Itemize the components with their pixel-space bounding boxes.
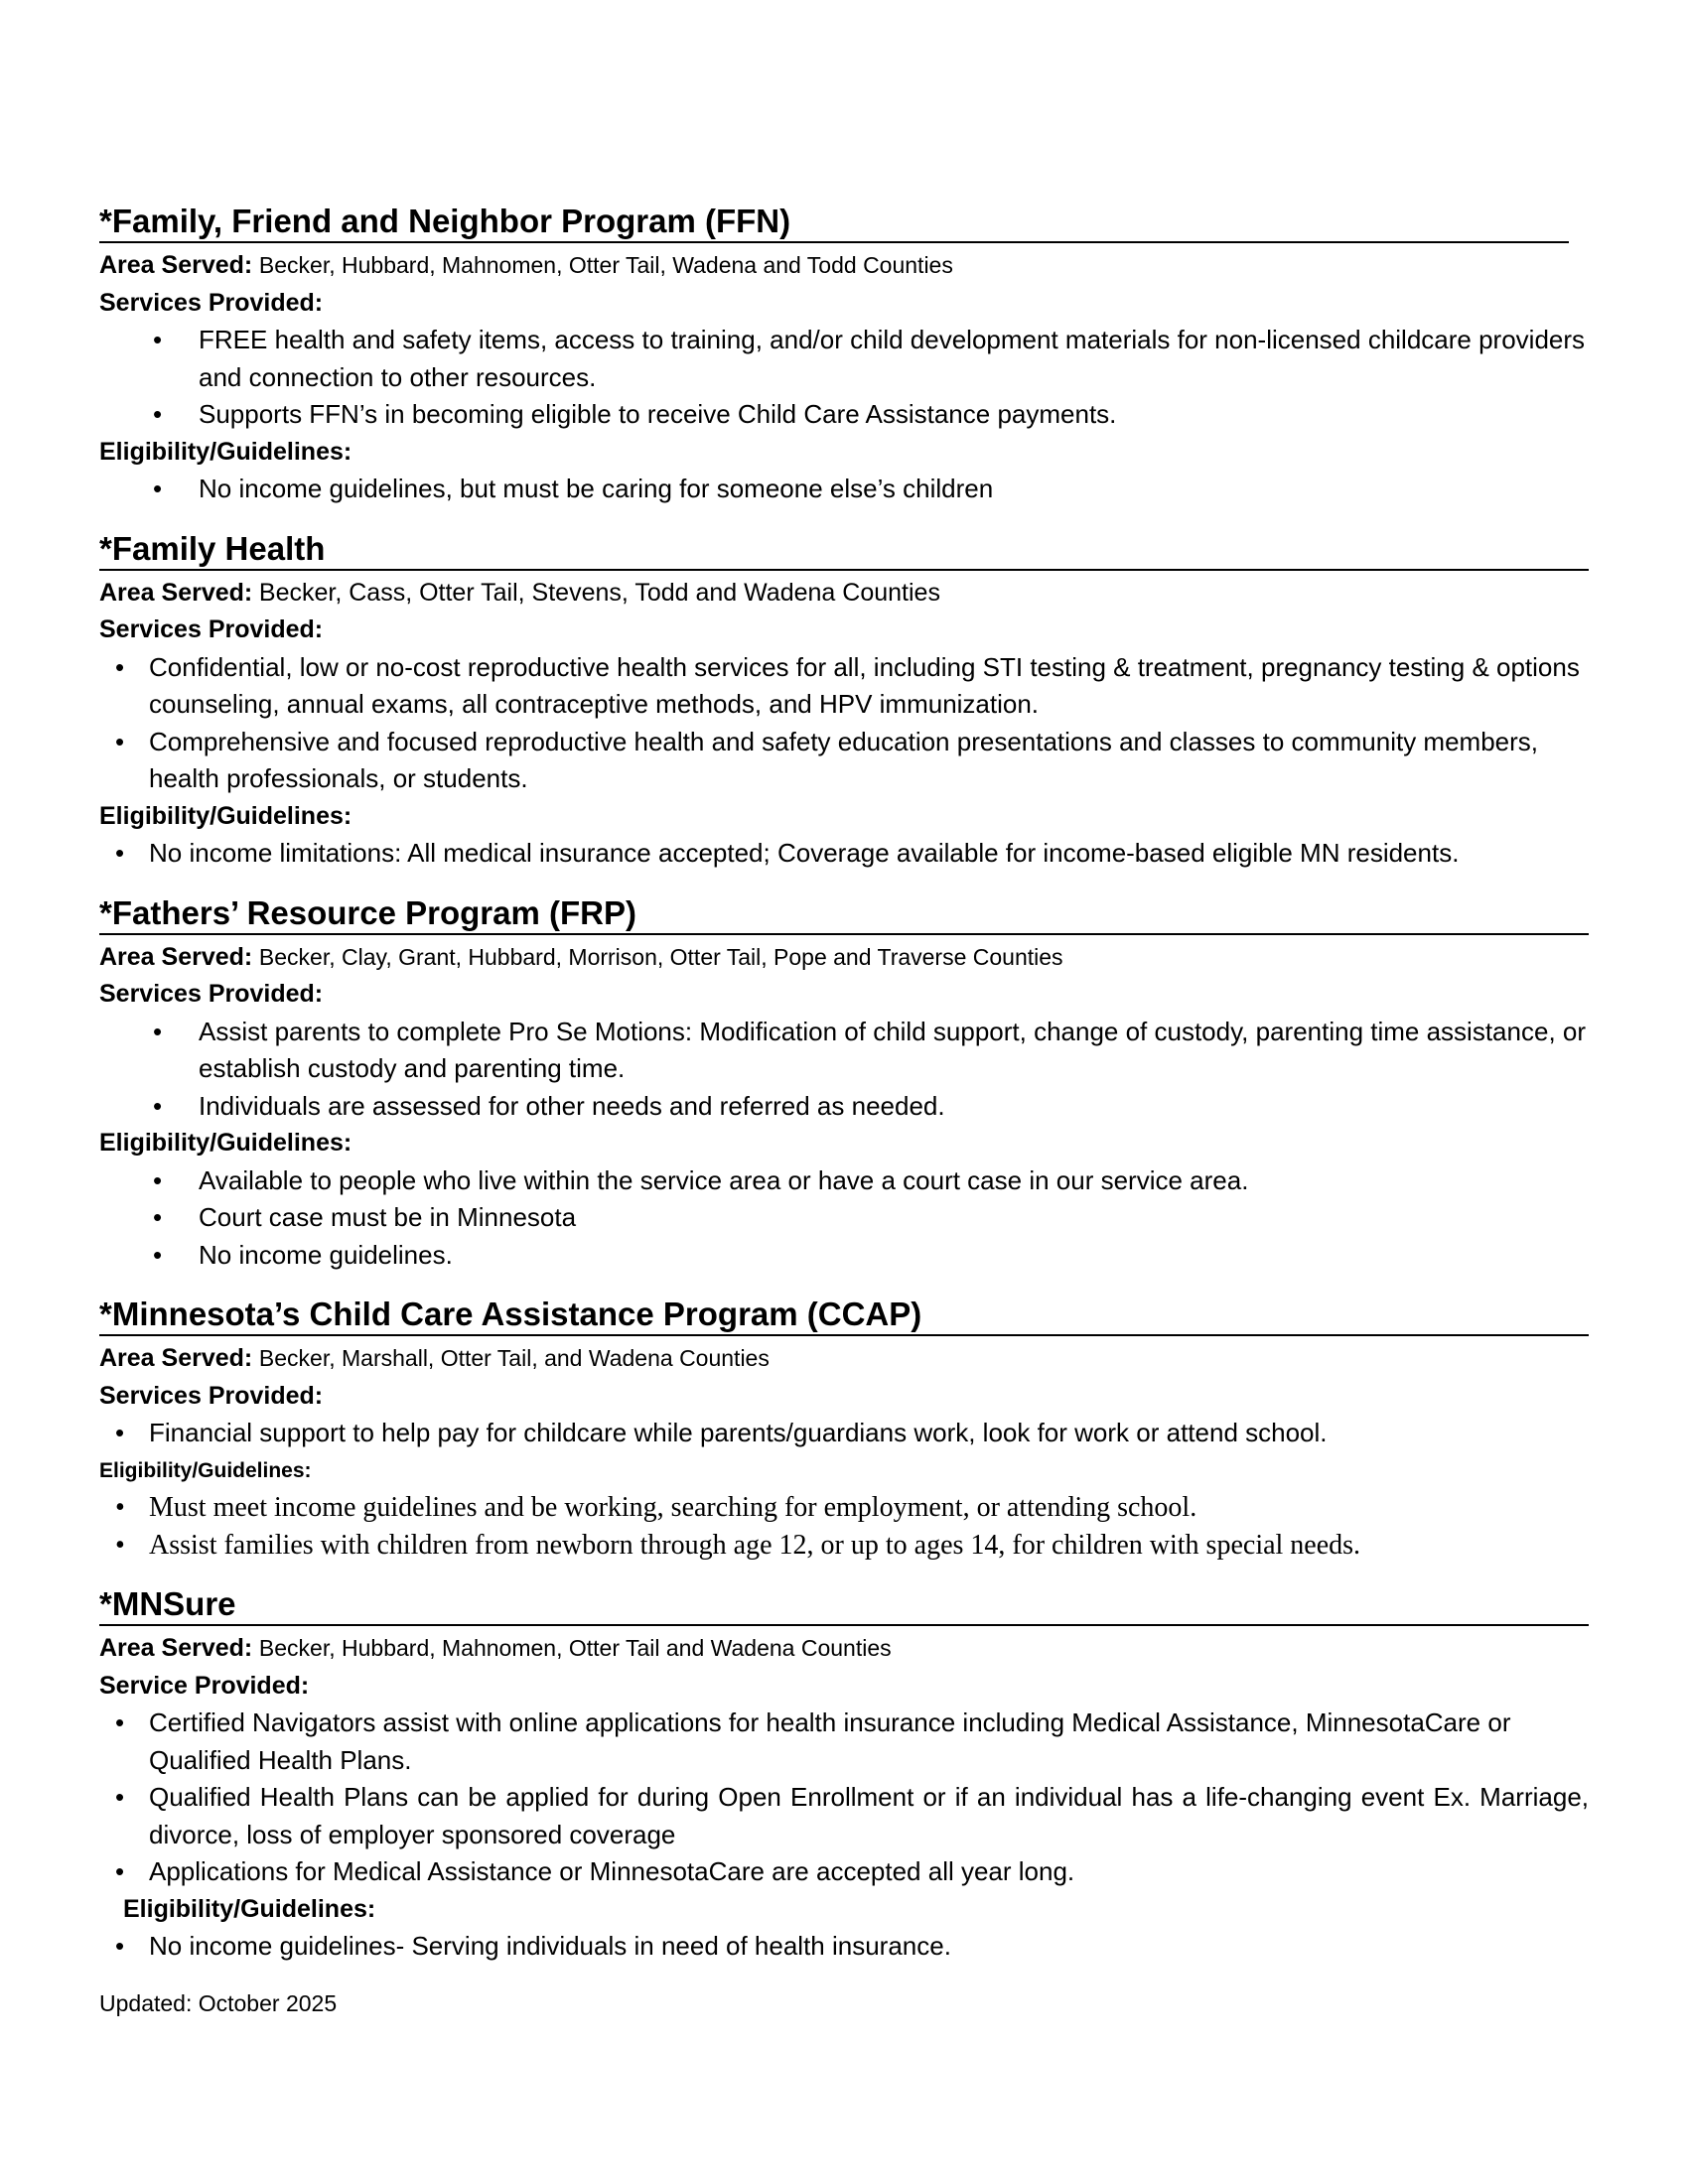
eligibility-label: Eligibility/Guidelines: [99, 801, 352, 830]
area-served-value: Becker, Marshall, Otter Tail, and Wadena Counties [258, 1345, 770, 1371]
bullet-icon: • [153, 399, 163, 429]
list-item: • FREE health and safety items, access to training, and/or child development materials for non-licensed childcare providers and connection to other resources. [99, 322, 1589, 396]
section-title: *Fathers’ Resource Program (FRP) [99, 893, 1589, 935]
services-list [99, 322, 1589, 434]
bullet-icon: • [115, 1856, 125, 1886]
area-served-label: Area Served: [99, 1344, 253, 1372]
list-item: • Court case must be in Minnesota [99, 1199, 1589, 1237]
bullet-icon: • [153, 1090, 163, 1121]
services-list [99, 1415, 1589, 1452]
list-item: • No income guidelines, but must be caring for someone else’s children [99, 471, 1589, 508]
section-ccap [99, 1295, 1589, 1564]
section-ffn [99, 202, 1589, 508]
list-item: • Individuals are assessed for other needs and referred as needed. [99, 1088, 1589, 1126]
list-item: • Assist families with children from newborn through age 12, or up to ages 14, for children with special needs. [99, 1527, 1589, 1565]
eligibility-label: Eligibility/Guidelines: [99, 1458, 312, 1482]
bullet-icon: • [153, 1016, 163, 1046]
list-item: • No income guidelines. [99, 1237, 1589, 1275]
services-label: Service Provided: [99, 1671, 310, 1700]
list-item: • Certified Navigators assist with online applications for health insurance including Medical Assistance, MinnesotaCare or Qualified Health Plans. [99, 1705, 1589, 1779]
area-served [99, 1340, 1589, 1378]
section-title: *Minnesota’s Child Care Assistance Program (CCAP) [99, 1295, 1589, 1336]
bullet-icon: • [115, 1418, 125, 1447]
area-served-label: Area Served: [99, 942, 253, 971]
list-item: • No income guidelines- Serving individuals in need of health insurance. [99, 1928, 1589, 1966]
list-item: • Supports FFN’s in becoming eligible to receive Child Care Assistance payments. [99, 396, 1589, 434]
bullet-icon: • [115, 1782, 125, 1812]
services-label: Services Provided: [99, 615, 324, 643]
services-label: Services Provided: [99, 288, 324, 317]
area-served [99, 247, 1589, 285]
area-served-value: Becker, Hubbard, Mahnomen, Otter Tail and Wadena Counties [258, 1635, 892, 1661]
list-item: • Confidential, low or no-cost reproductive health services for all, including STI testing & treatment, pregnancy testing & options counseling, annual exams, all contraceptive methods, and HPV immunization. [99, 649, 1589, 724]
area-served [99, 939, 1589, 977]
eligibility-list [99, 1162, 1589, 1275]
list-item: • Financial support to help pay for childcare while parents/guardians work, look for work or attend school. [99, 1415, 1589, 1452]
section-frp [99, 893, 1589, 1275]
bullet-icon: • [153, 1202, 163, 1232]
list-item: • Available to people who live within the service area or have a court case in our service area. [99, 1162, 1589, 1200]
area-served-value: Becker, Hubbard, Mahnomen, Otter Tail, Wadena and Todd Counties [258, 252, 953, 278]
bullet-icon: • [115, 838, 125, 868]
section-family-health [99, 529, 1589, 873]
bullet-icon: • [115, 1492, 125, 1523]
services-list [99, 1014, 1589, 1126]
area-served-label: Area Served: [99, 578, 253, 607]
section-title: *MNSure [99, 1584, 1589, 1626]
bullet-icon: • [115, 1529, 125, 1561]
eligibility-list [99, 1489, 1589, 1564]
area-served-label: Area Served: [99, 1634, 253, 1662]
list-item: • Comprehensive and focused reproductive health and safety education presentations and classes to community members, health professionals, or students. [99, 724, 1589, 798]
area-served-value: Becker, Clay, Grant, Hubbard, Morrison, Otter Tail, Pope and Traverse Counties [258, 943, 1063, 970]
updated-date: Updated: October 2025 [99, 1989, 338, 2016]
area-served-label: Area Served: [99, 251, 253, 279]
bullet-icon: • [115, 726, 125, 756]
area-served [99, 575, 1589, 613]
services-label: Services Provided: [99, 1381, 324, 1410]
eligibility-list [99, 835, 1589, 873]
area-served [99, 1630, 1589, 1668]
bullet-icon: • [153, 1164, 163, 1195]
eligibility-list [99, 471, 1589, 508]
bullet-icon: • [153, 474, 163, 503]
list-item: • Must meet income guidelines and be working, searching for employment, or attending school. [99, 1489, 1589, 1527]
list-item: • Assist parents to complete Pro Se Motions: Modification of child support, change of custody, parenting time assistance, or establish custody and parenting time. [99, 1014, 1589, 1088]
eligibility-list [99, 1928, 1589, 1966]
section-mnsure [99, 1584, 1589, 1966]
bullet-icon: • [153, 1239, 163, 1270]
bullet-icon: • [153, 325, 163, 354]
bullet-icon: • [115, 651, 125, 682]
section-title: *Family, Friend and Neighbor Program (FFN) [99, 202, 1569, 243]
services-list [99, 649, 1589, 798]
eligibility-label: Eligibility/Guidelines: [99, 437, 352, 466]
list-item: • No income limitations: All medical insurance accepted; Coverage available for income-based eligible MN residents. [99, 835, 1589, 873]
list-item: • Applications for Medical Assistance or MinnesotaCare are accepted all year long. [99, 1853, 1589, 1891]
eligibility-label: Eligibility/Guidelines: [99, 1129, 352, 1157]
list-item: • Qualified Health Plans can be applied for during Open Enrollment or if an individual has a life-changing event Ex. Marriage, divorce, loss of employer sponsored coverage [99, 1779, 1589, 1853]
area-served-value: Becker, Cass, Otter Tail, Stevens, Todd and Wadena Counties [258, 578, 940, 607]
document-page [99, 202, 1589, 2020]
eligibility-label: Eligibility/Guidelines: [123, 1894, 376, 1923]
bullet-icon: • [115, 1707, 125, 1737]
services-label: Services Provided: [99, 980, 324, 1008]
services-list [99, 1705, 1589, 1891]
bullet-icon: • [115, 1931, 125, 1961]
section-title: *Family Health [99, 529, 1589, 571]
